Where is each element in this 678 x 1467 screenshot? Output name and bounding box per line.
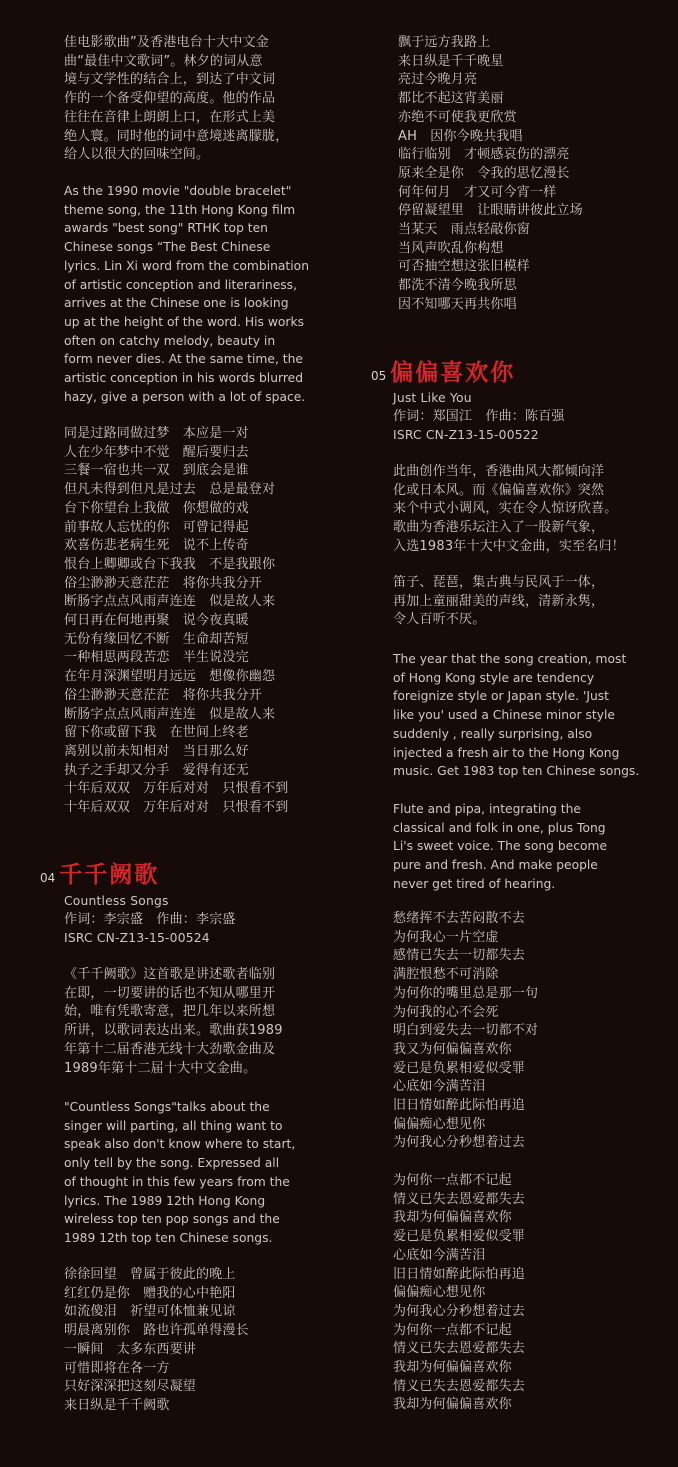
- song-isrc: ISRC CN-Z13-15-00524: [64, 931, 210, 946]
- lyric-line: 为何你一点都不记起: [393, 1173, 512, 1188]
- text-line: 再加上童丽甜美的声线，清新永隽，: [393, 593, 605, 609]
- text-line: 作的一个备受仰望的高度。他的作品: [64, 91, 276, 107]
- song-title: 偏偏喜欢你: [390, 359, 516, 386]
- lyric-line: 俗尘渺渺天意茫茫 将你共我分开: [64, 575, 263, 591]
- lyric-line: 满腔恨愁不可消除: [393, 967, 499, 983]
- song-title: 千千阙歌: [59, 861, 160, 888]
- lyric-line: 红红仍是你 赠我的心中艳阳: [64, 1285, 236, 1301]
- lyric-line: 为何我心一片空虚: [393, 929, 499, 945]
- lyric-line: 十年后双双 万年后对对 只恨看不到: [64, 800, 289, 816]
- text-line: 入选1983年十大中文金曲，实至名归！: [393, 538, 625, 554]
- lyric-line: 心底如今满苦泪: [393, 1079, 486, 1095]
- lyrics-continued: [398, 34, 583, 315]
- song-isrc: ISRC CN-Z13-15-00522: [393, 428, 539, 443]
- text-line: hazy, give a person with a lot of space.: [64, 389, 306, 404]
- lyric-line: 留下你或留下我 在世间上终老: [64, 725, 249, 741]
- text-line: Li's sweet voice. The song become: [393, 839, 608, 854]
- lyric-line: 一种相思两段苦恋 半生说没完: [64, 650, 249, 666]
- lyric-line: 十年后双双 万年后对对 只恨看不到: [64, 781, 289, 797]
- lyric-line: 旧日情如醉此际怕再追: [393, 1266, 526, 1282]
- lyric-line: 亦绝不可使我更欣赏: [398, 109, 517, 125]
- text-line: singer will parting, all thing want to: [64, 1118, 283, 1133]
- lyric-line: 欢喜伤悲老病生死 说不上传奇: [64, 538, 249, 554]
- lyric-line: 断肠字点点风雨声连连 似是故人来: [64, 594, 276, 610]
- text-line: foreignize style or Japan style. 'Just: [393, 689, 609, 704]
- text-line: 曲“最佳中文歌词”。林夕的词从意: [64, 53, 263, 69]
- lyric-line: 同是过路同做过梦 本应是一对: [64, 426, 249, 441]
- text-line: pure and fresh. And make people: [393, 858, 598, 873]
- text-line: 年第十二届香港无线十大劲歌金曲及: [64, 1041, 276, 1057]
- track-number: 04: [40, 871, 56, 885]
- text-line: artistic conception in his words blurred: [64, 371, 304, 386]
- text-line: awards "best song" RTHK top ten: [64, 221, 268, 236]
- lyric-line: 感情已失去一切都失去: [393, 948, 526, 964]
- lyric-line: 愁绪挥不去苦闷散不去: [393, 911, 526, 926]
- song-04-desc-chinese: [64, 966, 283, 1078]
- lyric-line: 三餐一宿也共一双 到底会是谁: [64, 463, 249, 479]
- lyric-line: 都比不起这宵美丽: [398, 91, 504, 107]
- lyric-line: 我又为何偏偏喜欢你: [393, 1041, 512, 1057]
- track-number: 05: [371, 369, 387, 383]
- text-line: 绝人寰。同时他的词中意境迷离朦胧，: [64, 128, 289, 144]
- lyric-line: 我却为何偏偏喜欢你: [393, 1210, 512, 1226]
- lyric-line: 明晨离别你 路也许孤单得漫长: [64, 1323, 249, 1339]
- text-line: often on catchy melody, beauty in: [64, 333, 276, 348]
- lyric-line: 飘于远方我路上: [398, 35, 491, 50]
- song-04-lyrics: [64, 1266, 249, 1416]
- text-line: 始，唯有凭歌寄意，把几年以来所想: [64, 1004, 276, 1020]
- text-line: 此曲创作当年，香港曲风大都倾向洋: [393, 464, 605, 479]
- song-credits: 作词：郑国江 作曲：陈百强: [393, 408, 565, 424]
- song-title-english: Just Like You: [393, 391, 472, 405]
- text-line: like you' used a Chinese minor style: [393, 708, 615, 723]
- song-05-lyrics-1: [393, 910, 538, 1153]
- lyric-line: 一瞬间 太多东西要讲: [64, 1341, 197, 1357]
- text-line: speak also don't know where to start,: [64, 1137, 296, 1152]
- lyric-line: AH 因你今晚共我唱: [398, 128, 523, 144]
- intro-english: [64, 182, 309, 406]
- text-line: music. Get 1983 top ten Chinese songs.: [393, 764, 640, 779]
- lyric-line: 因不知哪天再共你唱: [398, 296, 517, 312]
- lyric-line: 如流傻泪 祈望可体恤兼见谅: [64, 1304, 236, 1320]
- text-line: arrives at the Chinese one is looking: [64, 296, 289, 311]
- lyric-line: 来日纵是千千阙歌: [64, 1397, 170, 1413]
- text-line: form never dies. At the same time, the: [64, 352, 303, 367]
- text-line: 来个中式小调风，实在令人惊讶欣喜。: [393, 501, 618, 517]
- text-line: The year that the song creation, most: [393, 652, 627, 666]
- lyric-line: 但凡未得到但凡是过去 总是最登对: [64, 482, 276, 498]
- text-line: Flute and pipa, integrating the: [393, 802, 581, 816]
- song-04-desc-english: [64, 1098, 295, 1248]
- text-line: 佳电影歌曲”及香港电台十大中文金: [64, 35, 269, 50]
- song-05-desc-chinese-2: [393, 574, 604, 630]
- lyric-line: 停留凝望里 让眼睛讲彼此立场: [398, 203, 583, 219]
- song-05-desc-english-1: [393, 650, 639, 781]
- text-line: 《千千阙歌》这首歌是讲述歌者临别: [64, 967, 276, 982]
- lyric-line: 爱已是负累相爱似受罪: [393, 1229, 526, 1245]
- lyric-line: 离别以前未知相对 当日那么好: [64, 743, 249, 759]
- lyric-line: 临行临别 才顿感哀伤的漂亮: [398, 147, 570, 163]
- lyric-line: 为何我心分秒想着过去: [393, 1135, 526, 1151]
- song-04-heading: [40, 856, 159, 889]
- intro-chinese: [64, 34, 288, 165]
- text-line: theme song, the 11th Hong Kong film: [64, 202, 296, 217]
- lyric-line: 人在少年梦中不觉 醒后要归去: [64, 444, 249, 460]
- text-line: injected a fresh air to the Hong Kong: [393, 745, 620, 760]
- text-line: "Countless Songs"talks about the: [64, 1100, 270, 1114]
- lyric-line: 情义已失去恩爱都失去: [393, 1378, 526, 1394]
- lyric-line: 台下你望台上我做 你想做的戏: [64, 500, 249, 516]
- lyric-line: 当风声吹乱你构想: [398, 240, 504, 256]
- text-line: 所讲，以歌词表达出来。歌曲获1989: [64, 1023, 283, 1039]
- lyric-line: 来日纵是千千晚星: [398, 53, 504, 69]
- text-line: 令人百听不厌。: [393, 612, 486, 628]
- lyric-line: 为何你一点都不记起: [393, 1322, 512, 1338]
- lyric-line: 为何我心分秒想着过去: [393, 1303, 526, 1319]
- lyric-line: 断肠字点点风雨声连连 似是故人来: [64, 706, 276, 722]
- lyric-line: 明白到爱失去一切都不对: [393, 1023, 539, 1039]
- text-line: 境与文学性的结合上，到达了中文词: [64, 72, 276, 88]
- text-line: As the 1990 movie "double bracelet": [64, 184, 292, 198]
- text-line: wireless top ten pop songs and the: [64, 1212, 280, 1227]
- lyric-line: 为何我的心不会死: [393, 1004, 499, 1020]
- text-line: 歌曲为香港乐坛注入了一股新气象，: [393, 520, 605, 536]
- song-04-info: [64, 892, 236, 948]
- song-05-lyrics-2: [393, 1172, 525, 1415]
- text-line: suddenly , really surprising, also: [393, 726, 593, 741]
- lyric-line: 亮过今晚月亮: [398, 72, 478, 88]
- lyric-line: 都洗不清今晚我所思: [398, 278, 517, 294]
- text-line: Chinese songs “The Best Chinese: [64, 240, 271, 255]
- lyric-line: 原来全是你 令我的思忆漫长: [398, 165, 570, 181]
- lyric-line: 爱已是负累相爱似受罪: [393, 1060, 526, 1076]
- lyric-line: 在年月深渊望明月远远 想像你幽怨: [64, 669, 276, 685]
- lyric-line: 徐徐回望 曾属于彼此的晚上: [64, 1267, 236, 1282]
- text-line: 往往在音律上朗朗上口，在形式上美: [64, 109, 276, 125]
- text-line: of artistic conception and literariness,: [64, 277, 297, 292]
- lyric-line: 偏偏痴心想见你: [393, 1116, 486, 1132]
- lyric-line: 情义已失去恩爱都失去: [393, 1191, 526, 1207]
- lyric-line: 心底如今满苦泪: [393, 1247, 486, 1263]
- lyric-line: 只好深深把这刻尽凝望: [64, 1379, 197, 1395]
- text-line: up at the height of the word. His works: [64, 314, 305, 329]
- text-line: 1989 12th top ten Chinese songs.: [64, 1230, 273, 1245]
- text-line: lyrics. Lin Xi word from the combination: [64, 258, 309, 273]
- text-line: classical and folk in one, plus Tong: [393, 820, 606, 835]
- text-line: of Hong Kong style are tendency: [393, 670, 595, 685]
- text-line: 1989年第十二届十大中文金曲。: [64, 1060, 257, 1076]
- text-line: 化或日本风。而《偏偏喜欢你》突然: [393, 482, 605, 498]
- lyric-line: 俗尘渺渺天意茫茫 将你共我分开: [64, 687, 263, 703]
- lyric-line: 旧日情如醉此际怕再追: [393, 1098, 526, 1114]
- lyric-line: 恨台上卿卿或台下我我 不是我跟你: [64, 556, 276, 572]
- lyric-line: 当某天 雨点轻敲你窗: [398, 222, 531, 238]
- song-05-desc-english-2: [393, 800, 607, 894]
- song-05-info: [393, 389, 565, 445]
- text-line: only tell by the song. Expressed all: [64, 1156, 280, 1171]
- lyric-line: 执子之手却又分手 爱得有还无: [64, 762, 249, 778]
- lyric-line: 何年何月 才又可今宵一样: [398, 184, 557, 200]
- lyric-line: 情义已失去恩爱都失去: [393, 1341, 526, 1357]
- song-title-english: Countless Songs: [64, 894, 169, 908]
- lyric-line: 我却为何偏偏喜欢你: [393, 1360, 512, 1376]
- song-credits: 作词：李宗盛 作曲：李宗盛: [64, 911, 236, 927]
- lyric-line: 前事故人忘忧的你 可曾记得起: [64, 519, 249, 535]
- text-line: 在即，一切要讲的话也不知从哪里开: [64, 985, 276, 1001]
- text-line: 给人以很大的回味空间。: [64, 147, 210, 163]
- lyric-line: 无份有缘回忆不断 生命却苦短: [64, 631, 249, 647]
- lyric-line: 可否抽空想这张旧模样: [398, 259, 531, 275]
- text-line: never get tired of hearing.: [393, 876, 556, 891]
- lyric-line: 我却为何偏偏喜欢你: [393, 1397, 512, 1413]
- lyric-line: 可惜即将在各一方: [64, 1360, 170, 1376]
- text-line: lyrics. The 1989 12th Hong Kong: [64, 1193, 266, 1208]
- lyric-line: 何日再在何地再聚 说今夜真暖: [64, 613, 249, 629]
- text-line: of thought in this few years from the: [64, 1174, 290, 1189]
- lyric-line: 为何你的嘴里总是那一句: [393, 985, 539, 1001]
- lyric-line: 偏偏痴心想见你: [393, 1285, 486, 1301]
- text-line: 笛子、琵琶，集古典与民风于一体，: [393, 575, 605, 590]
- song-05-heading: [371, 354, 515, 387]
- song-05-desc-chinese-1: [393, 463, 625, 557]
- lyrics-block: [64, 425, 288, 818]
